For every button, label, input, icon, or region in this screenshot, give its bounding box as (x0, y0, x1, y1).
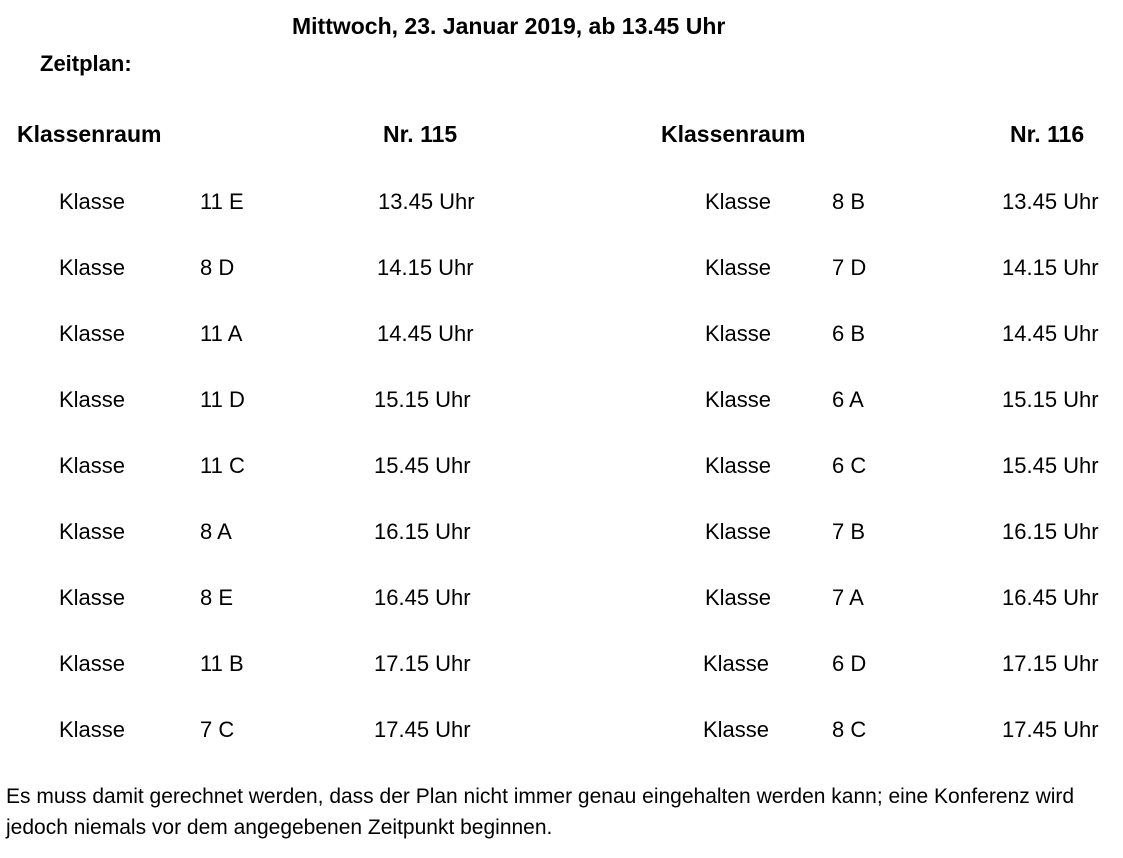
class-prefix: Klasse (705, 519, 772, 544)
class-name: 6 D (832, 651, 867, 676)
class-name: 11 B (200, 651, 244, 676)
class-prefix: Klasse (705, 453, 772, 478)
class-name: 7 C (200, 717, 235, 742)
class-name: 11 A (200, 321, 243, 346)
page-title: Mittwoch, 23. Januar 2019, ab 13.45 Uhr (292, 13, 726, 39)
class-name: 11 D (200, 387, 245, 412)
time-slot: 17.15 Uhr (1002, 651, 1099, 676)
class-name: 6 B (832, 321, 866, 346)
class-prefix: Klasse (59, 321, 126, 346)
time-slot: 13.45 Uhr (1002, 189, 1099, 214)
schedule-heading: Zeitplan: (40, 51, 132, 76)
class-prefix: Klasse (59, 651, 126, 676)
footer-note: Es muss damit gerechnet werden, dass der Plan nicht immer genau eingehalten werden kann; eine Konferenz wird jedoch niemals vor dem angegebenen Zeitpunkt beginnen. (6, 785, 1075, 839)
time-slot: 15.15 Uhr (1002, 387, 1099, 412)
class-prefix: Klasse (703, 717, 770, 742)
time-slot: 15.45 Uhr (374, 453, 471, 478)
time-slot: 17.45 Uhr (1002, 717, 1099, 742)
class-prefix: Klasse (59, 255, 126, 280)
class-name: 11 E (200, 189, 244, 214)
room-115-label: Klassenraum (17, 121, 162, 147)
time-slot: 15.45 Uhr (1002, 453, 1099, 478)
time-slot: 17.15 Uhr (374, 651, 471, 676)
class-prefix: Klasse (59, 585, 126, 610)
time-slot: 13.45 Uhr (378, 189, 475, 214)
class-prefix: Klasse (705, 321, 772, 346)
class-prefix: Klasse (59, 519, 126, 544)
class-prefix: Klasse (703, 651, 770, 676)
time-slot: 14.45 Uhr (1002, 321, 1099, 346)
time-slot: 16.45 Uhr (374, 585, 471, 610)
class-prefix: Klasse (59, 189, 126, 214)
class-prefix: Klasse (705, 387, 772, 412)
class-name: 8 E (200, 585, 234, 610)
class-name: 8 C (832, 717, 867, 742)
class-name: 7 D (832, 255, 867, 280)
class-name: 7 A (832, 585, 864, 610)
class-name: 8 A (200, 519, 232, 544)
time-slot: 14.15 Uhr (1002, 255, 1099, 280)
class-prefix: Klasse (705, 585, 772, 610)
class-prefix: Klasse (705, 189, 772, 214)
time-slot: 16.15 Uhr (374, 519, 471, 544)
class-prefix: Klasse (705, 255, 772, 280)
class-name: 8 D (200, 255, 235, 280)
class-name: 11 C (200, 453, 245, 478)
class-name: 6 A (832, 387, 864, 412)
class-prefix: Klasse (59, 387, 126, 412)
class-name: 6 C (832, 453, 867, 478)
room-116-number: Nr. 116 (1010, 121, 1085, 147)
class-name: 8 B (832, 189, 866, 214)
class-name: 7 B (832, 519, 866, 544)
time-slot: 15.15 Uhr (374, 387, 471, 412)
time-slot: 17.45 Uhr (374, 717, 471, 742)
class-prefix: Klasse (59, 453, 126, 478)
time-slot: 16.45 Uhr (1002, 585, 1099, 610)
room-115-number: Nr. 115 (383, 121, 458, 147)
time-slot: 14.45 Uhr (377, 321, 474, 346)
room-116-label: Klassenraum (661, 121, 806, 147)
class-prefix: Klasse (59, 717, 126, 742)
time-slot: 16.15 Uhr (1002, 519, 1099, 544)
time-slot: 14.15 Uhr (377, 255, 474, 280)
